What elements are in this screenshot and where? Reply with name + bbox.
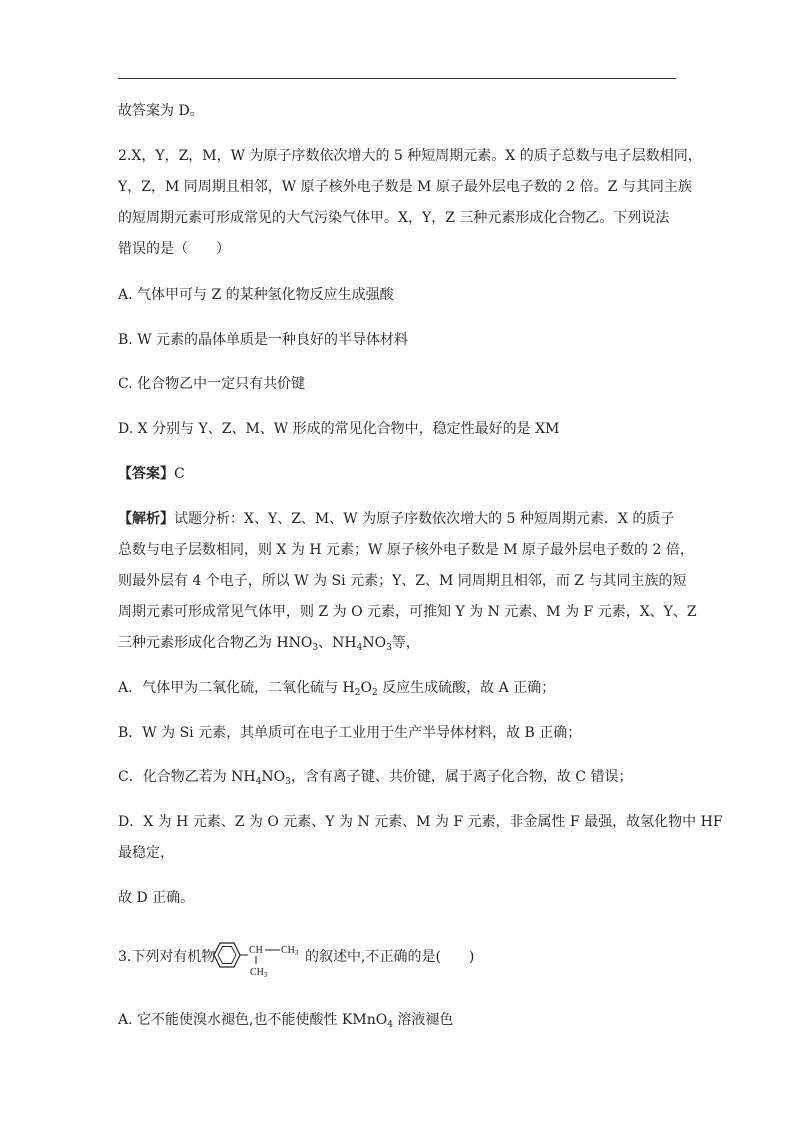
- q2-stem-line-4: 错误的是（ ）: [118, 241, 230, 257]
- q2-option-c: C. 化合物乙中一定只有共价键: [118, 376, 306, 392]
- benzene-inner-ring: [218, 947, 236, 964]
- isopropylbenzene-structure: [214, 930, 310, 980]
- ch3-down-label: $CH_3$: [250, 967, 268, 979]
- q2-stem-line-1: 2.X，Y，Z，M，W 为原子序数依次增大的 5 种短周期元素。X 的质子总数与电子层数相同，: [118, 148, 702, 164]
- analysis-label: 【解析】: [118, 511, 174, 527]
- q1-answer-tail: 故答案为 D。: [118, 103, 204, 119]
- q2-analysis-line-2: 总数与电子层数相同，则 X 为 H 元素；W 原子核外电子数是 M 原子最外层电子数的 2 倍，: [118, 542, 694, 558]
- q2-analysis-line-3: 则最外层有 4 个电子，所以 W 为 Si 元素；Y、Z、M 同周期且相邻，而 Z 与其同主族的短: [118, 573, 687, 589]
- q2-explain-d-line-2: 最稳定，: [118, 845, 174, 861]
- q2-explain-d-line-1: D．X 为 H 元素、Z 为 O 元素、Y 为 N 元素、M 为 F 元素，非金属性 F 最强，故氢化物中 HF: [118, 814, 723, 830]
- q2-explain-b: B．W 为 Si 元素，其单质可在电子工业用于生产半导体材料，故 B 正确；: [118, 725, 582, 741]
- q2-explain-end: 故 D 正确。: [118, 890, 195, 906]
- q2-stem-line-2: Y，Z，M 同周期且相邻，W 原子核外电子数是 M 原子最外层电子数的 2 倍。Z 与其同主族: [118, 179, 692, 195]
- ch-label: CH: [249, 945, 263, 956]
- q2-analysis-line-4: 周期元素可形成常见气体甲，则 Z 为 O 元素，可推知 Y 为 N 元素、M 为 F 元素，X、Y、Z: [118, 604, 697, 620]
- q2-analysis-line-5: 三种元素形成化合物乙为 $HNO_3$、$NH_4NO_3$等，: [118, 635, 420, 653]
- q3-stem-pre: 3.下列对有机物: [118, 949, 216, 965]
- answer-label: 【答案】: [118, 466, 174, 482]
- q2-stem-line-3: 的短周期元素可形成常见的大气污染气体甲。X，Y，Z 三种元素形成化合物乙。下列说法: [118, 210, 670, 226]
- q3-option-a: A. 它不能使溴水褪色,也不能使酸性 KMnO$_4$ 溶液褪色: [118, 1012, 454, 1030]
- q2-option-d: D. X 分别与 Y、Z、M、W 形成的常见化合物中，稳定性最好的是 XM: [118, 421, 560, 437]
- header-rule: [118, 78, 676, 79]
- q2-analysis-line-1: 【解析】试题分析：X、Y、Z、M、W 为原子序数依次增大的 5 种短周期元素．X 的质子: [118, 511, 675, 527]
- answer-value: C: [174, 466, 185, 482]
- q2-explain-a: A．气体甲为二氧化硫，二氧化硫与 $H_2O_2$ 反应生成硫酸，故 A 正确；: [118, 680, 556, 698]
- q2-option-b: B. W 元素的晶体单质是一种良好的半导体材料: [118, 332, 409, 348]
- ch3-right-label: $CH_3$: [281, 945, 299, 957]
- q2-answer: [118, 464, 185, 484]
- q3-stem-post: 的叙述中,不正确的是( ): [305, 949, 475, 965]
- q2-explain-c: C．化合物乙若为 $NH_4NO_3$，含有离子键、共价键，属于离子化合物，故 C 错误；: [118, 769, 633, 787]
- q2-option-a: A. 气体甲可与 Z 的某种氢化物反应生成强酸: [118, 287, 394, 303]
